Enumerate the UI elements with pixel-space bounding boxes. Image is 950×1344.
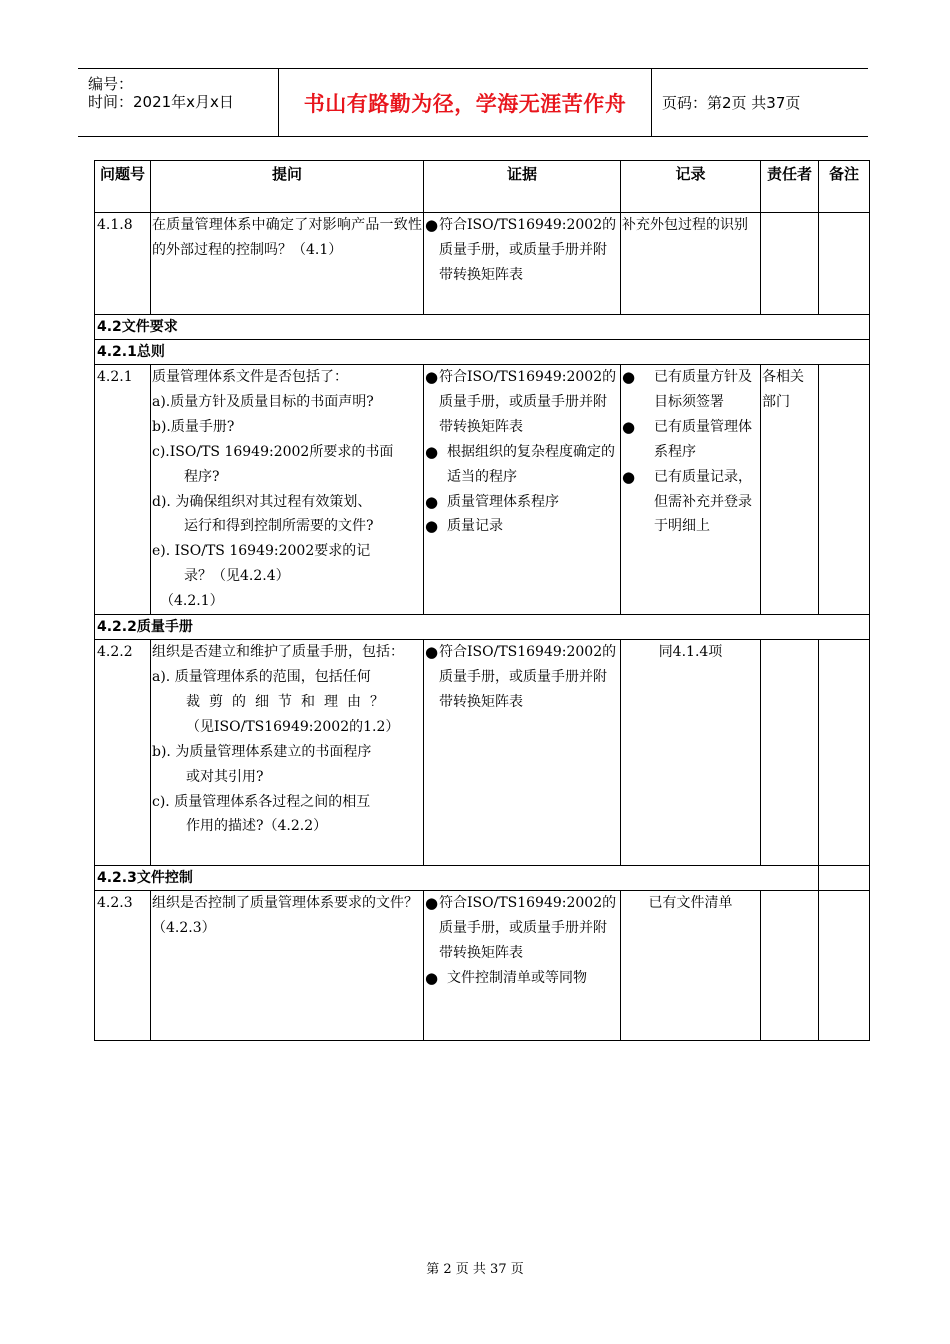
row-record: ● 已有质量方针及目标须签署 ● 已有质量管理体系程序 ● 已有质量记录，但需补充并登录于明细上 — [621, 365, 761, 615]
row-id: 4.2.1 — [95, 365, 151, 615]
section-row — [95, 340, 870, 365]
row-evidence: ● 符合ISO/TS16949:2002的质量手册，或质量手册并附带转换矩阵表 — [424, 213, 621, 315]
row-remarks — [819, 365, 870, 615]
row-id: 4.2.2 — [95, 640, 151, 866]
doc-number-label: 编号： — [88, 75, 134, 93]
col-header-question: 提问 — [151, 161, 424, 213]
row-evidence: ● 符合ISO/TS16949:2002的质量手册，或质量手册并附带转换矩阵表 ● 文件控制清单或等同物 — [424, 891, 621, 1041]
header-motto-cell — [279, 69, 652, 136]
col-header-remarks: 备注 — [819, 161, 870, 213]
date-label: 时间：2021年x月x日 — [88, 93, 234, 111]
section-title: 4.2文件要求 — [95, 315, 870, 340]
section-row — [95, 615, 870, 640]
row-question: 组织是否建立和维护了质量手册，包括： a). 质量管理体系的范围，包括任何 裁剪的细节和理由？ （见ISO/TS16949:2002的1.2） b). 为质量管理体系建立的书面程序 或对其引用? c). 质量管理体系各过程之间的相互 作用的描述?（4.2.2） — [151, 640, 424, 866]
audit-checklist-table — [94, 160, 870, 1041]
bullet-icon: ● — [425, 894, 439, 913]
page-indicator: 页码：第2页 共37页 — [662, 94, 801, 112]
table-row — [95, 213, 870, 315]
bullet-icon: ● — [425, 368, 439, 386]
row-remarks — [819, 213, 870, 315]
col-header-record: 记录 — [621, 161, 761, 213]
col-header-responsible: 责任者 — [761, 161, 819, 213]
row-record: 同4.1.4项 — [621, 640, 761, 866]
row-question: 在质量管理体系中确定了对影响产品一致性的外部过程的控制吗？（4.1） — [151, 213, 424, 315]
table-row — [95, 891, 870, 1041]
row-id: 4.2.3 — [95, 891, 151, 1041]
section-remarks — [819, 866, 870, 891]
bullet-icon: ● — [425, 492, 439, 511]
page-header — [78, 68, 868, 137]
section-title: 4.2.3文件控制 — [95, 866, 819, 891]
row-responsible — [761, 213, 819, 315]
row-responsible — [761, 891, 819, 1041]
section-row — [95, 866, 870, 891]
col-header-evidence: 证据 — [424, 161, 621, 213]
bullet-icon: ● — [425, 968, 439, 987]
row-question: 组织是否控制了质量管理体系要求的文件？（4.2.3） — [151, 891, 424, 1041]
row-responsible — [761, 640, 819, 866]
bullet-icon: ● — [622, 467, 636, 486]
row-evidence: ● 符合ISO/TS16949:2002的质量手册，或质量手册并附带转换矩阵表 ● 根据组织的复杂程度确定的适当的程序 ● 质量管理体系程序 ● 质量记录 — [424, 365, 621, 615]
bullet-icon: ● — [622, 417, 636, 436]
row-id: 4.1.8 — [95, 213, 151, 315]
header-motto: 书山有路勤为径，学海无涯苦作舟 — [303, 90, 627, 116]
header-meta — [78, 69, 279, 136]
bullet-icon: ● — [425, 216, 439, 234]
row-remarks — [819, 891, 870, 1041]
section-row — [95, 315, 870, 340]
row-question: 质量管理体系文件是否包括了： a).质量方针及质量目标的书面声明? b).质量手册? c).ISO/TS 16949:2002所要求的书面 程序? d). 为确保组织对其过程有效策划、 运行和得到控制所需要的文件? e). ISO/TS 16949:2002要求的记 录？（见4.2.4） （4.2.1） — [151, 365, 424, 615]
bullet-icon: ● — [425, 643, 439, 662]
bullet-icon: ● — [425, 517, 439, 536]
section-title: 4.2.1总则 — [95, 340, 870, 365]
bullet-icon: ● — [622, 368, 636, 386]
page-footer: 第 2 页 共 37 页 — [426, 1262, 524, 1277]
table-header-row — [95, 161, 870, 213]
bullet-icon: ● — [425, 442, 439, 461]
row-remarks — [819, 640, 870, 866]
row-responsible: 各相关部门 — [761, 365, 819, 615]
row-record: 补充外包过程的识别 — [621, 213, 761, 315]
col-header-id: 问题号 — [95, 161, 151, 213]
table-row — [95, 365, 870, 615]
section-title: 4.2.2质量手册 — [95, 615, 870, 640]
table-row — [95, 640, 870, 866]
row-evidence: ● 符合ISO/TS16949:2002的质量手册，或质量手册并附带转换矩阵表 — [424, 640, 621, 866]
row-record: 已有文件清单 — [621, 891, 761, 1041]
